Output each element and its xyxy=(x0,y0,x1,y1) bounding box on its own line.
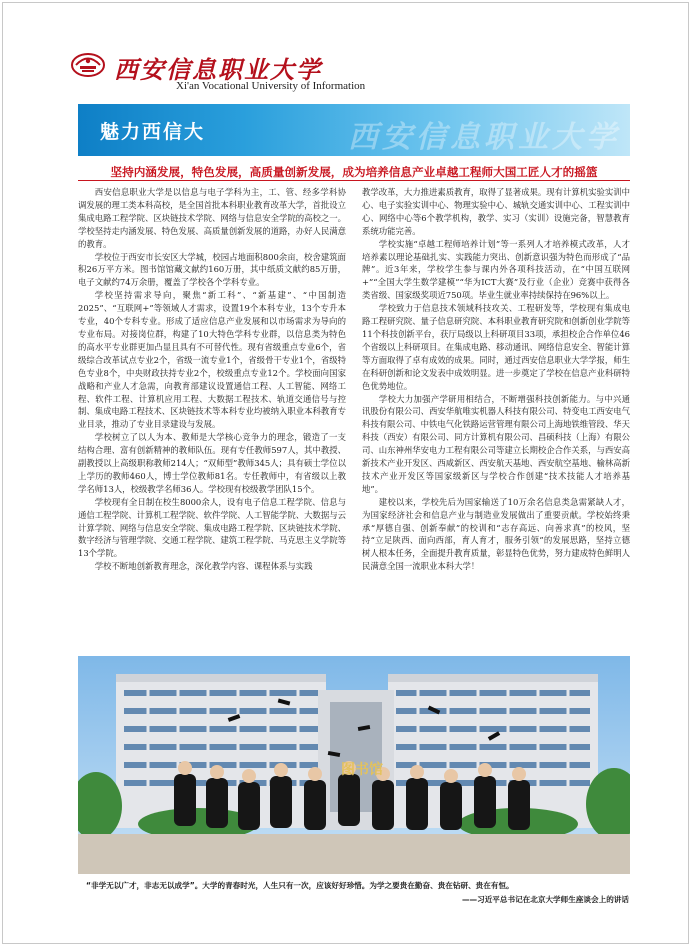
paragraph: 学校现有全日制在校生8000余人，设有电子信息工程学院、信息与通信工程学院、计算机工程学院、软件学院、人工智能学院、大数据与云计算学院、网络与信息安全学院、集成电路工程学院、区块链技术学院、数字经济与管理学院、交通工程学院、建筑工程学院、马克思主义学院等13个学院。 xyxy=(78,496,346,559)
paragraph: 学校位于西安市长安区大学城，校园占地面积800余亩，校舍建筑面积26万平方米。图书馆馆藏文献约160万册，其中纸质文献约85万册，电子文献约74万余册，覆盖了学校各个学科专业。 xyxy=(78,251,346,288)
logo-english-name: Xi'an Vocational University of Information xyxy=(176,80,366,92)
paragraph: 西安信息职业大学是以信息与电子学科为主，工、管、经多学科协调发展的理工类本科高校，是全国首批本科职业教育改革大学，首批设立集成电路工程学院、区块链技术学院、网络与信息安全学院的高校之一。学校坚持走内涵发展、特色发展、高质量创新发展的道路，办好人民满意的教育。 xyxy=(78,187,346,249)
section-banner xyxy=(78,104,630,156)
library-sign-text: 图书馆 xyxy=(341,762,383,778)
university-logo xyxy=(70,48,370,96)
paragraph: 学校致力于信息技术领域科技攻关、工程研发等，学校现有集成电路工程研究院、量子信息研究院、本科职业教育研究院和创新创业学院等11个科技创新平台，获厅局级以上科研项目33项，承担校企合作单位46个省级以上科研项目。在集成电路、移动通讯、网络信息安全、智能计算等方面取得了卓有成效的成果。同时，通过西安信息职业大学学报，师生在科研创新和论文发表中成效明显。进一步奠定了学校在信息产业科研特色优势地位。 xyxy=(362,303,630,391)
paragraph: 学校不断地创新教育理念，深化教学内容、课程体系与实践 xyxy=(94,561,313,572)
paragraph: 学校大力加强产学研用相结合，不断增强科技创新能力。与中兴通讯股份有限公司、西安华航唯实机器人科技有限公司、特变电工西安电气科技有限公司、中铁电气化铁路运营管理有限公司上海地铁维管段、华天科技（西安）有限公司、同方计算机有限公司、昌硕科技（上海）有限公司、山东神州华安电力工程有限公司等建立长期校企合作关系，与西安高新技术产业开发区、西咸新区、西安航天基地、西安航空基地、榆林高新技术产业开发区等国家级新区与学校合作创建“技术技能人才培养基地”。 xyxy=(362,393,630,494)
paragraph: 学校实施“卓越工程师培养计划”等一系列人才培养模式改革，人才培养素以理论基础扎实、实践能力突出、创新意识强为特色而形成了“品牌”。近3年来，学校学生参与课内外各项科技活动，在“中国互联网+”“全国大学生数学建模”“华为ICT大赛”及行业（企业）竞赛中获得各类省级、国家级奖项近750项。毕业生就业率持续保持在96%以上。 xyxy=(362,238,630,301)
quote-text: “非学无以广才，非志无以成学”。大学的青春时光，人生只有一次，应该好好珍惜。为学之要贵在勤奋、贵在钻研、贵在有恒。 xyxy=(86,881,514,890)
headline-rule xyxy=(78,180,630,181)
graduation-photo-illustration xyxy=(78,656,630,874)
graduation-photo xyxy=(78,656,630,874)
paragraph: 教学改革，大力推进素质教育，取得了显著成果。现有计算机实验实训中心、电子实验实训中心、物理实验中心、城轨交通实训中心、工程实训中心、网络中心等6个教学机构，教学、实习（实训）设施完备，智慧教育系统功能完善。 xyxy=(362,187,630,236)
paragraph: 建校以来，学校先后为国家输送了10万余名信息类急需紧缺人才，为国家经济社会和信息产业与制造业发展做出了重要贡献。学校始终秉承“厚德自强、创新奉献”的校训和“志存高远、向善求真”的校风，坚持“立足陕西、面向西部，育人育才，服务引领”的发展思路，坚持立德树人根本任务，全面提升教育质量，彰显特色优势，努力建成特色鲜明人民满意全国一流职业本科大学！ xyxy=(362,496,630,572)
article-column-right xyxy=(362,186,630,573)
article-headline: 坚持内涵发展，特色发展，高质量创新发展，成为培养信息产业卓越工程师大国工匠人才的摇篮 xyxy=(110,165,598,179)
banner-title: 魅力西信大 xyxy=(100,121,206,143)
article-column-left xyxy=(78,186,346,573)
paragraph: 学校树立了以人为本、教师是大学核心竞争力的理念，锻造了一支结构合理、富有创新精神的教师队伍。现有专任教师597人，其中教授、副教授以上高级职称教师214人；“双师型”教师345人；具有硕士学位以上学历的教师460人，博士学位教师81名。专任教师中，有省级以上教学名师13人，校级教学名师36人。学校现有校级教学团队15个。 xyxy=(78,432,346,494)
paragraph: 学校坚持需求导向，聚焦“新工科”、“新基建”、“中国制造2025”、“互联网+”等领域人才需求，设置19个本科专业，13个专升本专业，40个专科专业。形成了适应信息产业发展和以市场需求为导向的专业布局。对接岗位群，构建了10大特色学科专业群，以信息类为特色的高水平专业群更加凸显且具有不可替代性。现有省级重点专业6个，省级综合改革试点专业2个，省级一流专业1个，省级骨干专业1个，省级特色专业8个，中央财政扶持专业2个，校级重点专业12个。学校面向国家战略和产业人才急需，向教育部建议设置通信工程、人工智能、网络工程、软件工程、计算机应用工程、大数据工程技术、轨道交通信号与控制、集成电路工程技术、区块链技术等本科专业均被纳入职业本科教育专业目录，推动了专业目录建设与发展。 xyxy=(78,290,346,430)
university-emblem-icon xyxy=(70,52,110,78)
logo-chinese-name: 西安信息职业大学 xyxy=(114,55,322,84)
banner-watermark: 西安信息职业大学 xyxy=(348,120,620,155)
quote-source: ——习近平总书记在北京大学师生座谈会上的讲话 xyxy=(461,895,629,904)
